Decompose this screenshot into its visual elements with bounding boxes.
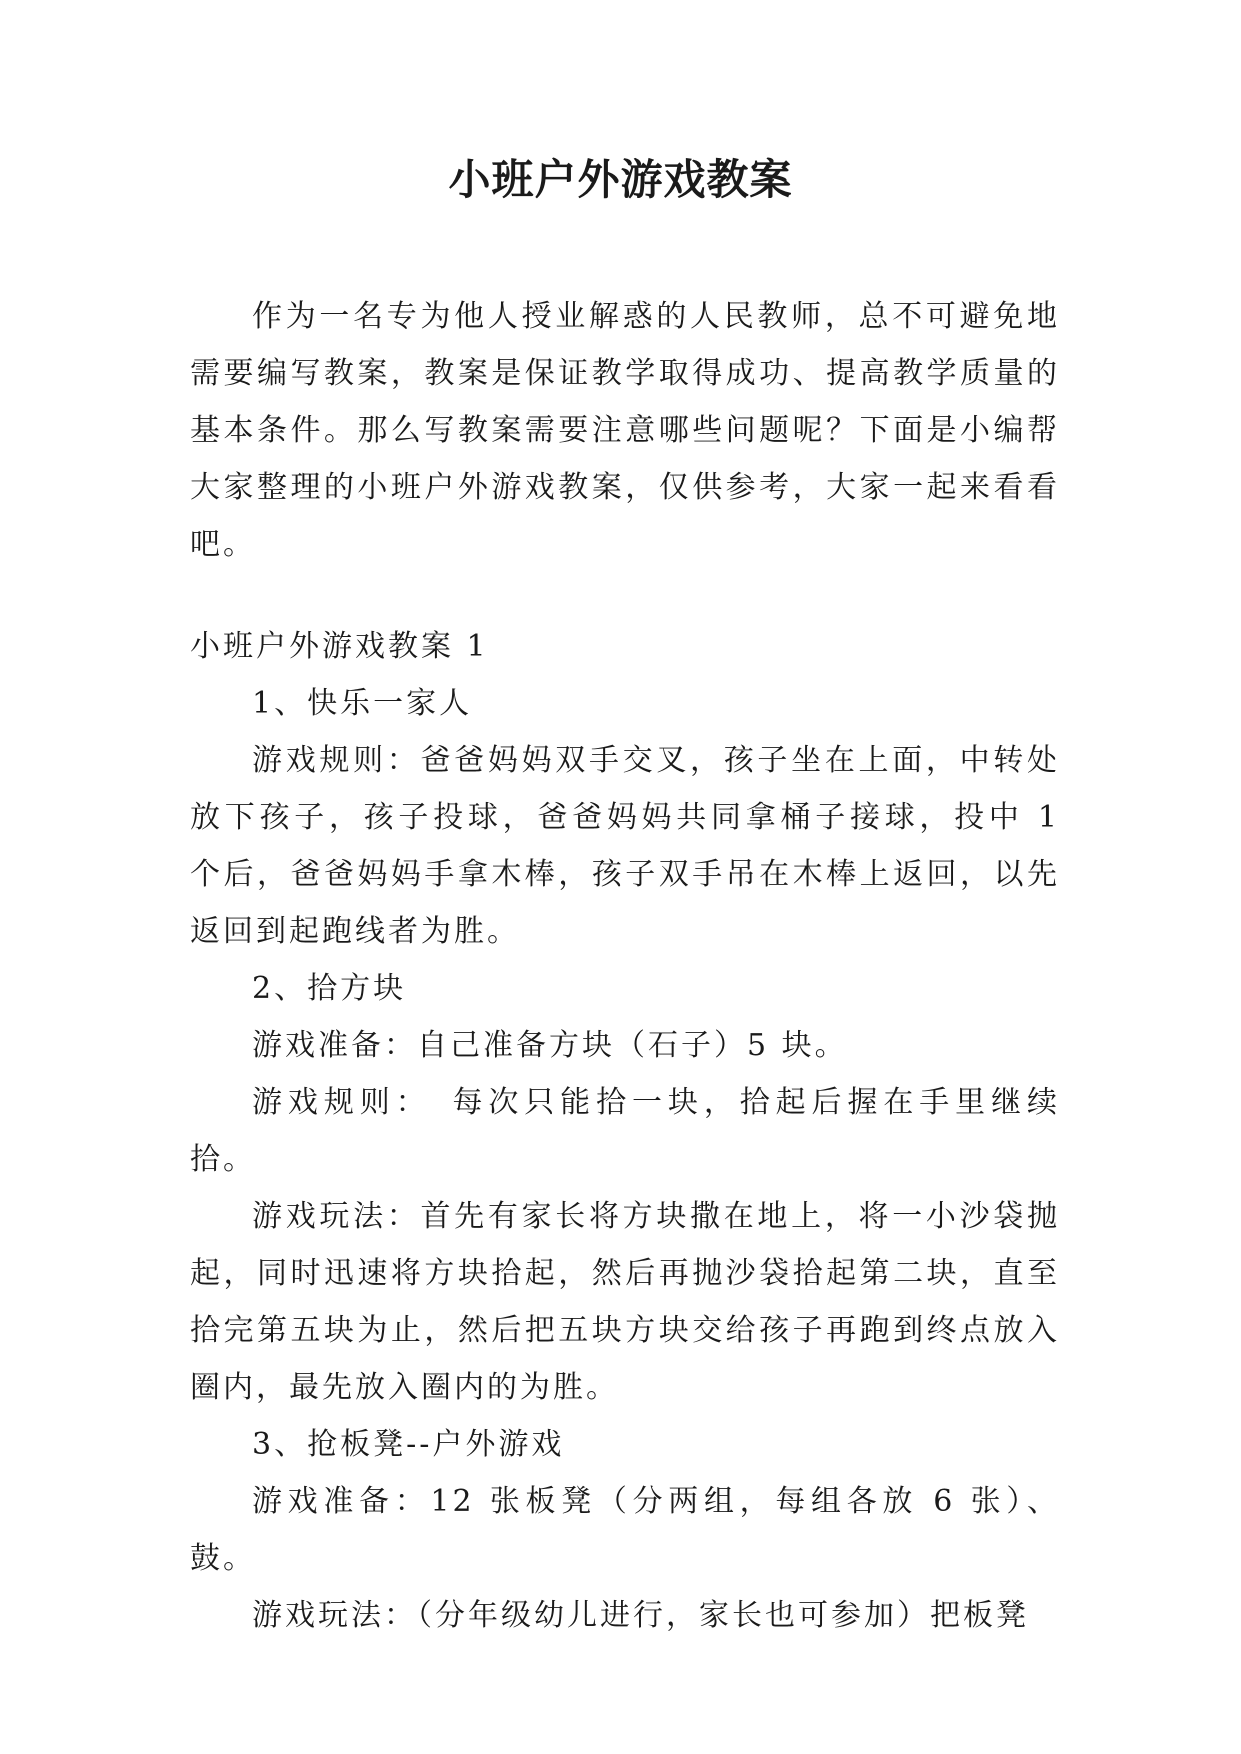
item-heading-1: 1、快乐一家人 xyxy=(252,686,473,721)
document-body xyxy=(190,288,1060,1644)
item-heading-2: 2、拾方块 xyxy=(252,971,407,1006)
intro-paragraph: 作为一名专为他人授业解惑的人民教师，总不可避免地需要编写教案，教案是保证教学取得成功、提高教学质量的基本条件。那么写教案需要注意哪些问题呢？下面是小编帮大家整理的小班户外游戏教案，仅供参考，大家一起来看看吧。 xyxy=(190,299,1060,562)
paragraph-prep-2: 游戏准备：自己准备方块（石子）5 块。 xyxy=(252,1028,848,1063)
item-heading-3: 3、抢板凳--户外游戏 xyxy=(252,1427,565,1462)
paragraph-prep-3: 游戏准备：12 张板凳（分两组，每组各放 6 张）、鼓。 xyxy=(190,1484,1060,1576)
section-title: 小班户外游戏教案 1 xyxy=(190,629,489,664)
paragraph-play-2: 游戏玩法：首先有家长将方块撒在地上，将一小沙袋抛起，同时迅速将方块拾起，然后再抛沙袋拾起第二块，直至拾完第五块为止，然后把五块方块交给孩子再跑到终点放入圈内，最先放入圈内的为胜。 xyxy=(190,1199,1060,1405)
document-title: 小班户外游戏教案 xyxy=(448,155,793,204)
paragraph-rules-2: 游戏规则： 每次只能拾一块，拾起后握在手里继续拾。 xyxy=(190,1085,1060,1177)
paragraph-play-3: 游戏玩法：（分年级幼儿进行，家长也可参加）把板凳 xyxy=(252,1598,1029,1633)
paragraph-rules-1: 游戏规则：爸爸妈妈双手交叉，孩子坐在上面，中转处放下孩子，孩子投球，爸爸妈妈共同拿桶子接球，投中 1 个后，爸爸妈妈手拿木棒，孩子双手吊在木棒上返回，以先返回到起跑线者为胜。 xyxy=(190,743,1060,949)
